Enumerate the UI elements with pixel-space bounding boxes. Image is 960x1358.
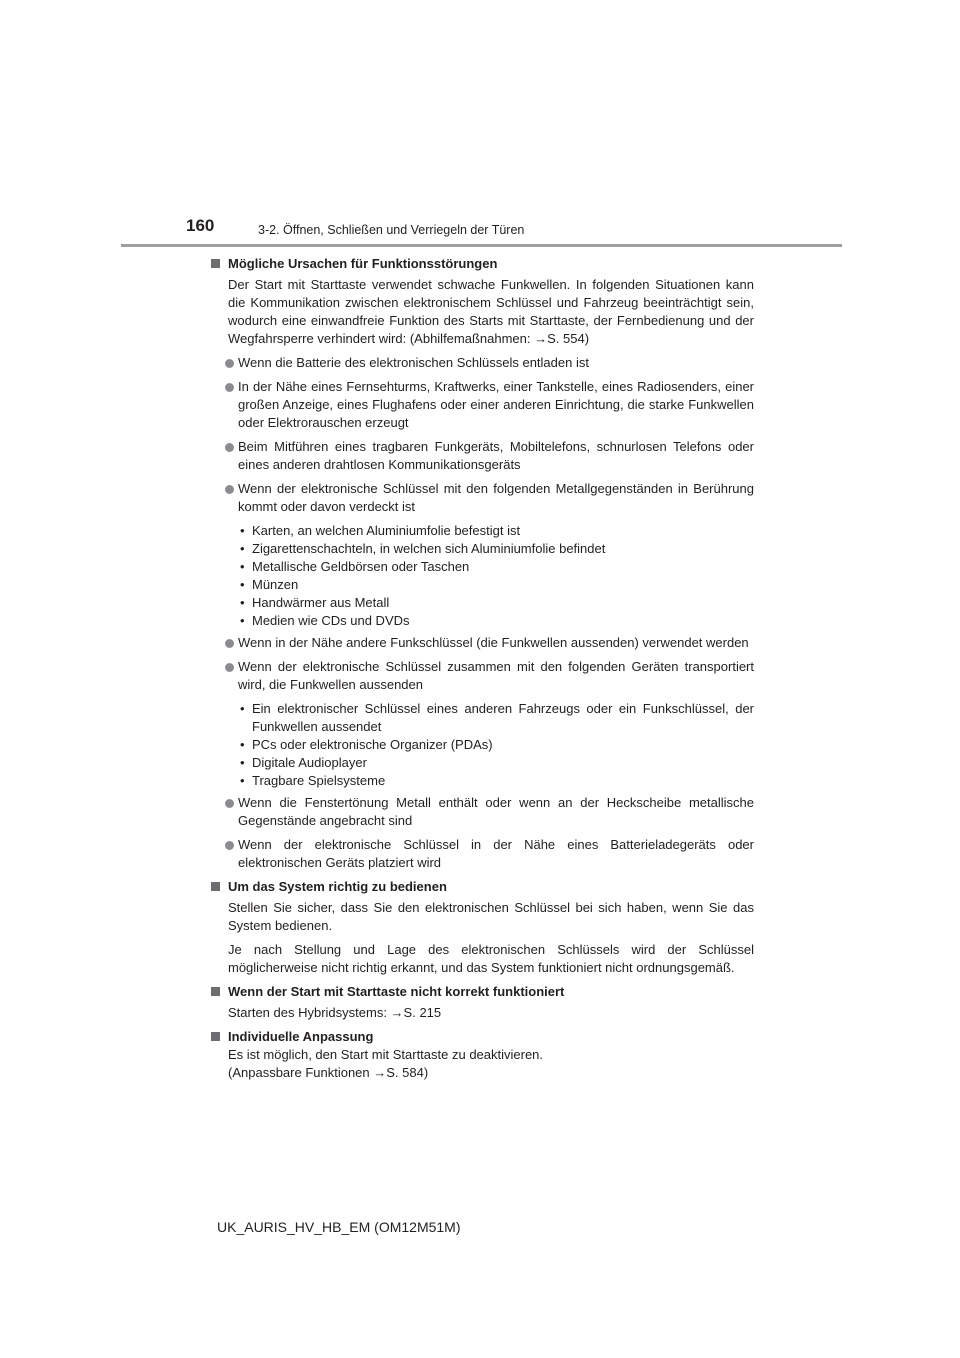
- sub-list-item: • Zigarettenschachteln, in welchen sich Aluminiumfolie befindet: [240, 541, 606, 556]
- sub-list-item-text: Zigarettenschachteln, in welchen sich Aluminiumfolie befindet: [252, 541, 606, 556]
- circle-bullet-icon: [225, 799, 234, 808]
- sub-list-item: • Medien wie CDs und DVDs: [240, 613, 410, 628]
- sub-list: [211, 522, 754, 630]
- sub-list-item: • Digitale Audioplayer: [240, 755, 367, 770]
- list-item-text: Wenn der elektronische Schlüssel mit den folgenden Metallgegenständen in Berührung kommt oder davon verdeckt ist: [238, 481, 754, 514]
- list-item: [211, 836, 754, 872]
- section-heading-text: Wenn der Start mit Starttaste nicht korrekt funktioniert: [228, 984, 565, 999]
- list-item: [211, 354, 754, 372]
- list-item-text: Wenn der elektronische Schlüssel in der Nähe eines Batterieladegeräts oder elektronischen Geräts platziert wird: [238, 837, 754, 870]
- paragraph: Stellen Sie sicher, dass Sie den elektronischen Schlüssel bei sich haben, wenn Sie das System bedienen.: [228, 900, 754, 933]
- sub-list-item-text: Metallische Geldbörsen oder Taschen: [252, 559, 470, 574]
- section-heading: [211, 255, 754, 273]
- sub-list-item-text: Tragbare Spielsysteme: [252, 773, 386, 788]
- sub-list-item-text: Münzen: [252, 577, 299, 592]
- document-code: UK_AURIS_HV_HB_EM (OM12M51M): [217, 1219, 461, 1235]
- sub-list-item-text: Medien wie CDs und DVDs: [252, 613, 410, 628]
- section-heading-text: Individuelle Anpassung: [228, 1029, 374, 1044]
- sub-list-item: • Tragbare Spielsysteme: [240, 773, 386, 788]
- section-heading: [211, 983, 754, 1001]
- sub-list: [211, 700, 754, 790]
- square-bullet-icon: [211, 987, 220, 996]
- list-item-text: Wenn die Batterie des elektronischen Schlüssels entladen ist: [238, 355, 589, 370]
- section-heading-text: Um das System richtig zu bedienen: [228, 879, 447, 894]
- chapter-title: 3-2. Öffnen, Schließen und Verriegeln der Türen: [258, 223, 525, 237]
- circle-bullet-icon: [225, 443, 234, 452]
- section-heading: [211, 878, 754, 896]
- list-item-text: Beim Mitführen eines tragbaren Funkgeräts, Mobiltelefons, schnurlosen Telefons oder eines anderen drahtlosen Kommunikationsgeräts: [238, 439, 754, 472]
- list-item: [211, 794, 754, 830]
- circle-bullet-icon: [225, 359, 234, 368]
- paragraph: Der Start mit Starttaste verwendet schwache Funkwellen. In folgenden Situationen kann die Kommunikation zwischen elektronischem Schlüssel und Fahrzeug beeinträchtigt sein, wodurch eine einwandfreie Funktion des Starts mit Starttaste, der Fernbedienung und der Wegfahrsperre verhindert wird: (Abhilfemaßnahmen: →S. 554): [228, 277, 754, 346]
- sub-list-item-text: Digitale Audioplayer: [252, 755, 367, 770]
- circle-bullet-icon: [225, 485, 234, 494]
- sub-list-item: • PCs oder elektronische Organizer (PDAs): [240, 737, 493, 752]
- list-item-text: In der Nähe eines Fernsehturms, Kraftwerks, einer Tankstelle, eines Radiosenders, einer großen Anzeige, eines Flughafens oder einer anderen Einrichtung, die starke Funkwellen oder Elektrorauschen erzeugt: [238, 379, 754, 430]
- circle-bullet-icon: [225, 663, 234, 672]
- paragraph: Es ist möglich, den Start mit Starttaste zu deaktivieren.: [228, 1047, 544, 1062]
- square-bullet-icon: [211, 259, 220, 268]
- sub-list-item-text: Karten, an welchen Aluminiumfolie befestigt ist: [252, 523, 521, 538]
- square-bullet-icon: [211, 882, 220, 891]
- sub-list-item: • Metallische Geldbörsen oder Taschen: [240, 559, 470, 574]
- list-item: [211, 634, 754, 652]
- square-bullet-icon: [211, 1032, 220, 1041]
- section-heading: [211, 1028, 754, 1046]
- sub-list-item-text: PCs oder elektronische Organizer (PDAs): [252, 737, 493, 752]
- list-item-text: Wenn in der Nähe andere Funkschlüssel (die Funkwellen aussenden) verwendet werden: [238, 635, 749, 650]
- sub-list-item: • Ein elektronischer Schlüssel eines anderen Fahrzeugs oder ein Funkschlüssel, der Funkwellen aussendet: [240, 701, 754, 734]
- sub-list-item: • Münzen: [240, 577, 299, 592]
- paragraph: (Anpassbare Funktionen →S. 584): [228, 1065, 429, 1080]
- circle-bullet-icon: [225, 639, 234, 648]
- circle-bullet-icon: [225, 841, 234, 850]
- sub-list-item-text: Ein elektronischer Schlüssel eines anderen Fahrzeugs oder ein Funkschlüssel, der Funkwellen aussendet: [252, 701, 754, 734]
- paragraph: Starten des Hybridsystems: →S. 215: [228, 1005, 442, 1020]
- sub-list-item-text: Handwärmer aus Metall: [252, 595, 390, 610]
- page-content: [211, 255, 754, 1082]
- list-item: [211, 480, 754, 516]
- list-item: [211, 438, 754, 474]
- sub-list-item: • Handwärmer aus Metall: [240, 595, 390, 610]
- list-item: [211, 658, 754, 694]
- page-number: 160: [186, 216, 215, 235]
- paragraph: Je nach Stellung und Lage des elektronischen Schlüssels wird der Schlüssel möglicherweise nicht richtig erkannt, und das System funktioniert nicht ordnungsgemäß.: [228, 942, 754, 975]
- sub-list-item: • Karten, an welchen Aluminiumfolie befestigt ist: [240, 523, 521, 538]
- section-heading-text: Mögliche Ursachen für Funktionsstörungen: [228, 256, 498, 271]
- header-divider: [121, 244, 842, 247]
- circle-bullet-icon: [225, 383, 234, 392]
- list-item-text: Wenn die Fenstertönung Metall enthält oder wenn an der Heckscheibe metallische Gegenstände angebracht sind: [238, 795, 754, 828]
- list-item-text: Wenn der elektronische Schlüssel zusammen mit den folgenden Geräten transportiert wird, die Funkwellen aussenden: [238, 659, 754, 692]
- list-item: [211, 378, 754, 432]
